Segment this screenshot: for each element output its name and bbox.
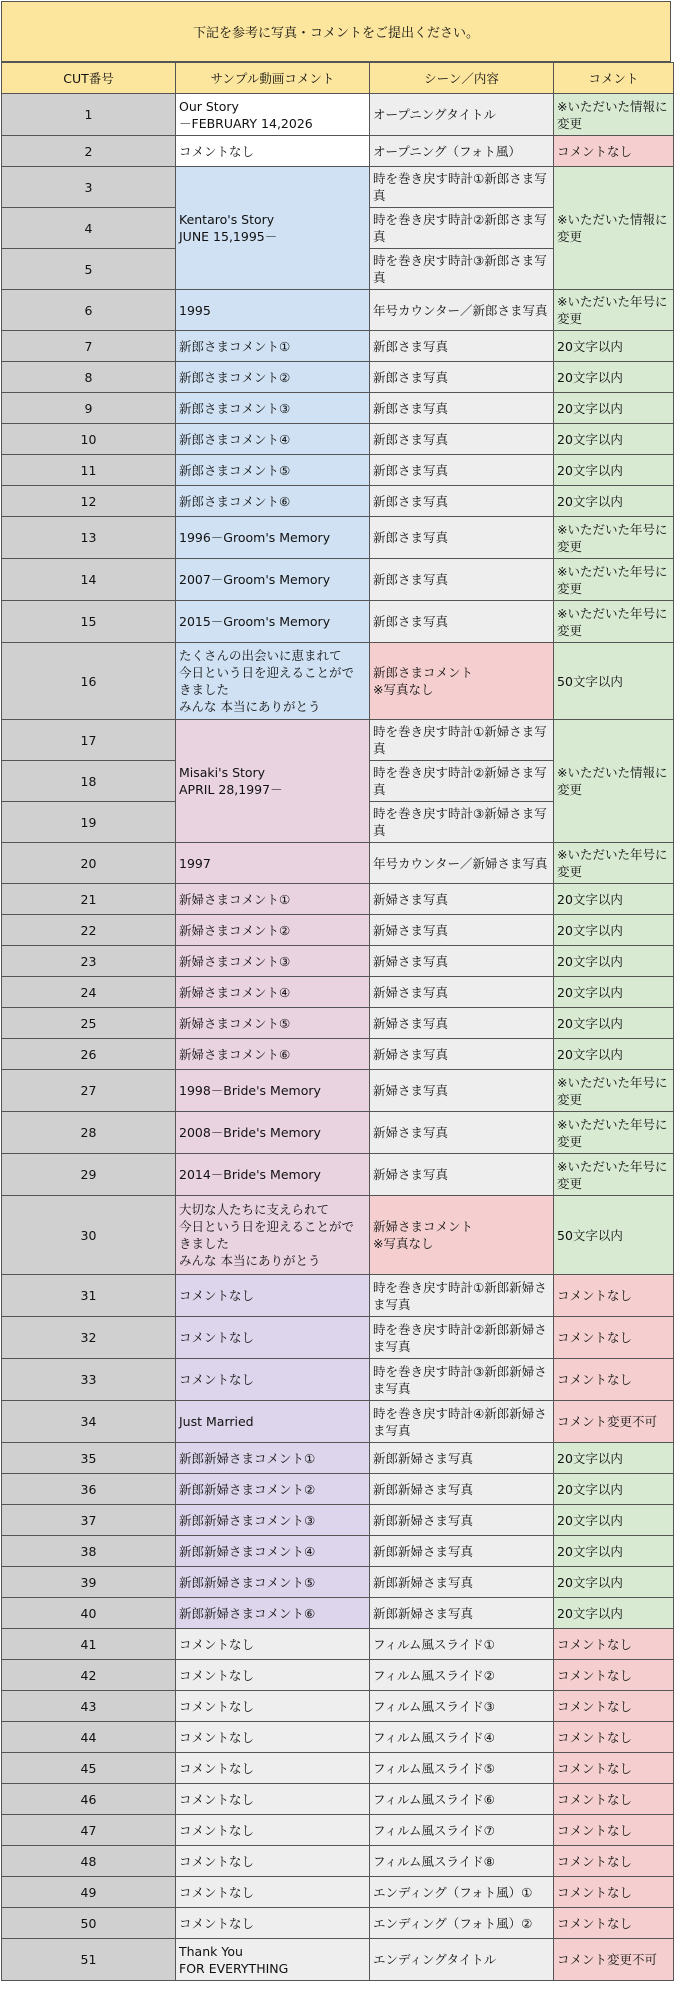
scene-cell: 時を巻き戻す時計③新婦さま写真 [370,802,554,843]
scene-cell: 新婦さま写真 [370,884,554,915]
table-row [2,1908,674,1939]
scene-cell: 新郎さま写真 [370,455,554,486]
cut-number-cell: 46 [2,1784,176,1815]
comment-cell: 20文字以内 [554,1008,674,1039]
comment-cell: コメントなし [554,1815,674,1846]
scene-cell: 新郎さま写真 [370,362,554,393]
sample-comment-cell: Thank You FOR EVERYTHING [176,1939,370,1981]
comment-cell: コメントなし [554,1846,674,1877]
cut-number-cell: 20 [2,843,176,884]
comment-cell: 50文字以内 [554,1196,674,1275]
table-row [2,1629,674,1660]
sample-comment-cell: 新郎さまコメント① [176,331,370,362]
cut-number-cell: 49 [2,1877,176,1908]
scene-cell: 新郎新婦さま写真 [370,1505,554,1536]
table-row [2,167,674,208]
sample-comment-cell: 新郎さまコメント⑥ [176,486,370,517]
sample-comment-cell: 新郎新婦さまコメント⑥ [176,1598,370,1629]
scene-cell: フィルム風スライド① [370,1629,554,1660]
scene-cell: 時を巻き戻す時計②新郎さま写真 [370,208,554,249]
sample-comment-cell: コメントなし [176,1784,370,1815]
scene-cell: 新郎さま写真 [370,601,554,643]
table-row [2,946,674,977]
cut-number-cell: 45 [2,1753,176,1784]
sample-comment-cell: 2007－Groom's Memory [176,559,370,601]
cut-number-cell: 47 [2,1815,176,1846]
table-row [2,1196,674,1275]
comment-cell: ※いただいた年号に変更 [554,843,674,884]
sample-comment-cell: コメントなし [176,1753,370,1784]
cut-number-cell: 7 [2,331,176,362]
table-row [2,977,674,1008]
scene-cell: 新婦さま写真 [370,1008,554,1039]
scene-cell: 年号カウンター／新婦さま写真 [370,843,554,884]
sample-comment-cell: コメントなし [176,1846,370,1877]
table-row [2,1536,674,1567]
cut-number-cell: 43 [2,1691,176,1722]
comment-cell: 20文字以内 [554,1039,674,1070]
scene-cell: フィルム風スライド⑥ [370,1784,554,1815]
table-row [2,393,674,424]
table-row [2,1317,674,1359]
sample-comment-cell: 新郎新婦さまコメント① [176,1443,370,1474]
table-row [2,559,674,601]
sample-comment-cell: 1996－Groom's Memory [176,517,370,559]
scene-cell: エンディングタイトル [370,1939,554,1981]
comment-cell: ※いただいた年号に変更 [554,1154,674,1196]
cut-number-cell: 9 [2,393,176,424]
sample-comment-cell: 新婦さまコメント② [176,915,370,946]
scene-cell: エンディング（フォト風）② [370,1908,554,1939]
table-row [2,455,674,486]
table-row [2,1691,674,1722]
cut-number-cell: 37 [2,1505,176,1536]
sample-comment-cell: 新婦さまコメント④ [176,977,370,1008]
cut-number-cell: 50 [2,1908,176,1939]
scene-cell: 新郎新婦さま写真 [370,1536,554,1567]
scene-cell: 新婦さま写真 [370,1112,554,1154]
comment-cell: ※いただいた年号に変更 [554,517,674,559]
comment-cell: コメントなし [554,1317,674,1359]
comment-cell: コメントなし [554,136,674,167]
cut-number-cell: 6 [2,290,176,331]
sample-comment-cell: コメントなし [176,1722,370,1753]
cut-number-cell: 48 [2,1846,176,1877]
table-row [2,843,674,884]
table-row [2,1039,674,1070]
comment-cell: 20文字以内 [554,1598,674,1629]
cut-number-cell: 22 [2,915,176,946]
scene-cell: 時を巻き戻す時計④新郎新婦さま写真 [370,1401,554,1443]
cut-number-cell: 38 [2,1536,176,1567]
comment-cell: 20文字以内 [554,1567,674,1598]
cut-number-cell: 25 [2,1008,176,1039]
instruction-banner [1,1,671,62]
table-row [2,517,674,559]
table-row [2,1753,674,1784]
scene-cell: 新郎さま写真 [370,517,554,559]
column-header-comment: コメント [554,63,674,94]
cut-number-cell: 1 [2,94,176,136]
scene-cell: 新郎さまコメント ※写真なし [370,643,554,720]
table-row [2,1815,674,1846]
scene-cell: 新婦さま写真 [370,946,554,977]
comment-cell: 20文字以内 [554,946,674,977]
scene-cell: 新婦さまコメント ※写真なし [370,1196,554,1275]
table-row [2,1567,674,1598]
scene-cell: フィルム風スライド④ [370,1722,554,1753]
table-row [2,1275,674,1317]
comment-cell: 20文字以内 [554,884,674,915]
sample-comment-cell: コメントなし [176,136,370,167]
comment-cell: ※いただいた年号に変更 [554,290,674,331]
sample-comment-cell: コメントなし [176,1660,370,1691]
table-row [2,424,674,455]
scene-cell: フィルム風スライド② [370,1660,554,1691]
sample-comment-cell: 2015－Groom's Memory [176,601,370,643]
scene-cell: エンディング（フォト風）① [370,1877,554,1908]
sample-comment-cell: コメントなし [176,1629,370,1660]
scene-cell: 時を巻き戻す時計③新郎新婦さま写真 [370,1359,554,1401]
cut-number-cell: 34 [2,1401,176,1443]
sample-comment-cell: コメントなし [176,1317,370,1359]
cut-number-cell: 8 [2,362,176,393]
cut-number-cell: 14 [2,559,176,601]
sample-comment-cell: 新郎さまコメント② [176,362,370,393]
scene-cell: 新婦さま写真 [370,915,554,946]
column-header-cut: CUT番号 [2,63,176,94]
cut-number-cell: 21 [2,884,176,915]
sample-comment-cell: 新婦さまコメント⑥ [176,1039,370,1070]
cut-number-cell: 26 [2,1039,176,1070]
scene-cell: 新郎新婦さま写真 [370,1567,554,1598]
comment-cell: ※いただいた情報に変更 [554,167,674,290]
scene-cell: 時を巻き戻す時計①新郎さま写真 [370,167,554,208]
scene-cell: 新郎新婦さま写真 [370,1474,554,1505]
comment-cell: コメントなし [554,1722,674,1753]
table-row [2,1401,674,1443]
table-row [2,1070,674,1112]
table-row [2,94,674,136]
comment-cell: 20文字以内 [554,915,674,946]
sample-comment-cell: 新郎さまコメント④ [176,424,370,455]
sample-comment-cell: 2014－Bride's Memory [176,1154,370,1196]
sample-comment-cell: 新郎新婦さまコメント③ [176,1505,370,1536]
comment-cell: ※いただいた年号に変更 [554,601,674,643]
table-row [2,643,674,720]
comment-cell: ※いただいた情報に変更 [554,720,674,843]
table-row [2,1939,674,1981]
comment-cell: 20文字以内 [554,1474,674,1505]
cut-number-cell: 27 [2,1070,176,1112]
comment-cell: コメント変更不可 [554,1401,674,1443]
comment-cell: コメントなし [554,1908,674,1939]
comment-cell: 20文字以内 [554,393,674,424]
scene-cell: 新郎さま写真 [370,424,554,455]
comment-cell: 20文字以内 [554,331,674,362]
scene-cell: 年号カウンター／新郎さま写真 [370,290,554,331]
sample-comment-cell: 2008－Bride's Memory [176,1112,370,1154]
table-row [2,884,674,915]
cut-number-cell: 40 [2,1598,176,1629]
comment-cell: コメントなし [554,1275,674,1317]
cut-number-cell: 18 [2,761,176,802]
sample-comment-cell: 新郎新婦さまコメント② [176,1474,370,1505]
scene-cell: 時を巻き戻す時計②新婦さま写真 [370,761,554,802]
scene-cell: 新婦さま写真 [370,1039,554,1070]
sample-comment-cell: 1998－Bride's Memory [176,1070,370,1112]
comment-cell: コメントなし [554,1691,674,1722]
cut-number-cell: 33 [2,1359,176,1401]
cut-number-cell: 5 [2,249,176,290]
table-row [2,1359,674,1401]
table-row [2,362,674,393]
cut-number-cell: 24 [2,977,176,1008]
table-row [2,1722,674,1753]
cut-number-cell: 19 [2,802,176,843]
scene-cell: 時を巻き戻す時計②新郎新婦さま写真 [370,1317,554,1359]
scene-cell: フィルム風スライド③ [370,1691,554,1722]
sample-comment-cell: 新郎新婦さまコメント④ [176,1536,370,1567]
sample-comment-cell: 新婦さまコメント① [176,884,370,915]
cut-number-cell: 23 [2,946,176,977]
scene-cell: 時を巻き戻す時計③新郎さま写真 [370,249,554,290]
scene-cell: オープニング（フォト風） [370,136,554,167]
cut-number-cell: 4 [2,208,176,249]
scene-cell: フィルム風スライド⑦ [370,1815,554,1846]
cut-number-cell: 32 [2,1317,176,1359]
scene-cell: 新郎さま写真 [370,486,554,517]
column-header-sample-comment: サンプル動画コメント [176,63,370,94]
table-row [2,1598,674,1629]
sample-comment-cell: コメントなし [176,1908,370,1939]
cut-number-cell: 16 [2,643,176,720]
sample-comment-cell: 大切な人たちに支えられて 今日という日を迎えることができました みんな 本当にありがとう [176,1196,370,1275]
cut-number-cell: 17 [2,720,176,761]
comment-cell: ※いただいた年号に変更 [554,1112,674,1154]
scene-cell: 新婦さま写真 [370,977,554,1008]
comment-cell: ※いただいた年号に変更 [554,1070,674,1112]
sample-comment-cell: 新郎さまコメント③ [176,393,370,424]
cut-number-cell: 42 [2,1660,176,1691]
scene-cell: 時を巻き戻す時計①新婦さま写真 [370,720,554,761]
comment-cell: 20文字以内 [554,1443,674,1474]
sample-comment-cell: 新婦さまコメント③ [176,946,370,977]
comment-cell: ※いただいた年号に変更 [554,559,674,601]
comment-cell: コメントなし [554,1877,674,1908]
comment-cell: コメントなし [554,1784,674,1815]
cut-number-cell: 39 [2,1567,176,1598]
cut-number-cell: 51 [2,1939,176,1981]
table-row [2,1784,674,1815]
sample-comment-cell: 新婦さまコメント⑤ [176,1008,370,1039]
scene-cell: 新婦さま写真 [370,1154,554,1196]
cut-number-cell: 41 [2,1629,176,1660]
scene-cell: 新郎さま写真 [370,331,554,362]
sample-comment-cell: コメントなし [176,1691,370,1722]
table-row [2,486,674,517]
sample-comment-cell: コメントなし [176,1877,370,1908]
scene-cell: 時を巻き戻す時計①新郎新婦さま写真 [370,1275,554,1317]
cut-number-cell: 15 [2,601,176,643]
sample-comment-cell: Our Story －FEBRUARY 14,2026 [176,94,370,136]
comment-cell: コメント変更不可 [554,1939,674,1981]
scene-cell: 新郎さま写真 [370,559,554,601]
scene-cell: 新郎新婦さま写真 [370,1598,554,1629]
comment-cell: コメントなし [554,1629,674,1660]
scene-cell: 新郎さま写真 [370,393,554,424]
scene-cell: フィルム風スライド⑧ [370,1846,554,1877]
sample-comment-cell: Kentaro's Story JUNE 15,1995－ [176,167,370,290]
table-row [2,1505,674,1536]
cut-number-cell: 30 [2,1196,176,1275]
table-row [2,915,674,946]
cut-table [1,62,674,1981]
sample-comment-cell: コメントなし [176,1275,370,1317]
comment-cell: 20文字以内 [554,424,674,455]
cut-number-cell: 36 [2,1474,176,1505]
column-header-scene: シーン／内容 [370,63,554,94]
cut-number-cell: 13 [2,517,176,559]
table-row [2,720,674,761]
table-row [2,331,674,362]
table-row [2,1660,674,1691]
sample-comment-cell: 新郎新婦さまコメント⑤ [176,1567,370,1598]
comment-cell: 20文字以内 [554,1536,674,1567]
sample-comment-cell: 1995 [176,290,370,331]
scene-cell: フィルム風スライド⑤ [370,1753,554,1784]
table-header-row [2,63,674,94]
scene-cell: オープニングタイトル [370,94,554,136]
table-row [2,1474,674,1505]
sample-comment-cell: 新郎さまコメント⑤ [176,455,370,486]
sample-comment-cell: コメントなし [176,1815,370,1846]
cut-number-cell: 3 [2,167,176,208]
comment-cell: 20文字以内 [554,486,674,517]
comment-cell: 20文字以内 [554,362,674,393]
cut-number-cell: 28 [2,1112,176,1154]
cut-number-cell: 35 [2,1443,176,1474]
table-row [2,1846,674,1877]
cut-number-cell: 29 [2,1154,176,1196]
table-row [2,1112,674,1154]
scene-cell: 新婦さま写真 [370,1070,554,1112]
scene-cell: 新郎新婦さま写真 [370,1443,554,1474]
comment-cell: 20文字以内 [554,455,674,486]
sample-comment-cell: たくさんの出会いに恵まれて 今日という日を迎えることができました みんな 本当にありがとう [176,643,370,720]
instruction-text: 下記を参考に写真・コメントをご提出ください。 [192,26,479,41]
table-body [2,94,674,1981]
table-row [2,601,674,643]
comment-cell: 20文字以内 [554,1505,674,1536]
cut-number-cell: 12 [2,486,176,517]
cut-number-cell: 10 [2,424,176,455]
comment-cell: コメントなし [554,1753,674,1784]
comment-cell: コメントなし [554,1359,674,1401]
cut-number-cell: 31 [2,1275,176,1317]
sample-comment-cell: Just Married [176,1401,370,1443]
sample-comment-cell: 1997 [176,843,370,884]
sample-comment-cell: コメントなし [176,1359,370,1401]
cut-number-cell: 44 [2,1722,176,1753]
table-row [2,1877,674,1908]
comment-cell: コメントなし [554,1660,674,1691]
table-row [2,290,674,331]
table-row [2,1154,674,1196]
comment-cell: 50文字以内 [554,643,674,720]
comment-cell: ※いただいた情報に変更 [554,94,674,136]
table-row [2,136,674,167]
table-row [2,1008,674,1039]
comment-cell: 20文字以内 [554,977,674,1008]
cut-number-cell: 2 [2,136,176,167]
sample-comment-cell: Misaki's Story APRIL 28,1997－ [176,720,370,843]
cut-number-cell: 11 [2,455,176,486]
table-row [2,1443,674,1474]
